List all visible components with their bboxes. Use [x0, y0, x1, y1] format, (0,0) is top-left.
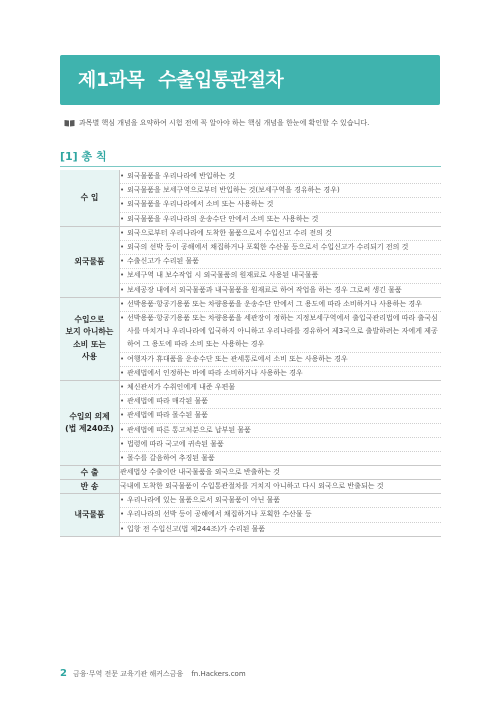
section-heading: [1] 총 칙: [60, 150, 107, 163]
list-item: • 관세법에 따라 몰수된 물품: [120, 409, 441, 423]
book-icon: [64, 119, 75, 127]
definition-cell: [120, 466, 442, 480]
list-item: • 법령에 따라 국고에 귀속된 물품: [120, 438, 441, 452]
intro-text: 과목별 핵심 개념을 요약하여 시험 전에 꼭 알아야 하는 핵심 개념을 한눈에 확인할 수 있습니다.: [79, 119, 370, 127]
concept-table: [60, 170, 441, 537]
term-line: (법 제240조): [65, 424, 114, 434]
definition-cell: [120, 297, 442, 380]
table-row: [60, 381, 441, 466]
term-line: 보지 아니하는: [65, 327, 114, 337]
term-cell: 외국물품: [60, 226, 120, 297]
table-row: [60, 480, 441, 494]
list-item: • 관세법에 따라 매각된 물품: [120, 395, 441, 409]
list-item: • 입항 전 수입신고(법 제244조)가 수리된 물품: [120, 523, 441, 536]
footer-publisher: 금융·무역 전문 교육기관 해커스금융: [72, 669, 184, 678]
term-cell: 내국물품: [60, 494, 120, 537]
page-number: 2: [60, 668, 67, 679]
chapter-title: [78, 55, 283, 105]
chapter-name: 수출입통관절차: [158, 69, 284, 91]
section-divider: [60, 166, 441, 167]
term-cell: [60, 381, 120, 466]
intro: [64, 118, 369, 128]
footer-url: fn.Hackers.com: [191, 669, 246, 678]
term-cell: 반 송: [60, 480, 120, 494]
term-line: 수입의 의제: [69, 411, 110, 421]
page-footer: [60, 668, 246, 679]
table-row: [60, 170, 441, 226]
list-item: • 여행자가 휴대품을 운송수단 또는 관세통로에서 소비 또는 사용하는 경우: [120, 353, 441, 367]
list-item: • 몰수를 갈음하여 추징된 물품: [120, 452, 441, 465]
list-item: • 외국물품을 보세구역으로부터 반입하는 것(보세구역을 경유하는 경우): [120, 184, 441, 198]
list-item: • 보세구역 내 보수작업 시 외국물품의 원재료로 사용된 내국물품: [120, 269, 441, 283]
term-cell: 수 출: [60, 466, 120, 480]
definition-cell: [120, 170, 442, 226]
list-item: • 선박용품·항공기용품 또는 차량용품을 세관장이 정하는 지정보세구역에서 출입국관리법에 따라 출국심사를 마치거나 우리나라에 입국하지 아니하고 우리나라를 경유하여 제3국으로 출발하려는 자에게 제공하여 그 용도에 따라 소비 또는 사용하는 경우: [120, 312, 441, 353]
list-item: • 외국으로부터 우리나라에 도착한 물품으로서 수입신고 수리 전의 것: [120, 227, 441, 241]
definition-text: 관세법상 수출이란 내국물품을 외국으로 반출하는 것: [120, 468, 280, 477]
term-line: 소비 또는: [73, 339, 106, 349]
list-item: • 관세법에 따른 통고처분으로 납부된 물품: [120, 424, 441, 438]
term-line: 수입으로: [74, 314, 105, 324]
list-item: • 외국물품을 우리나라에 반입하는 것: [120, 170, 441, 184]
definition-text: 국내에 도착한 외국물품이 수입통관절차를 거치지 아니하고 다시 외국으로 반출되는 것: [120, 482, 384, 491]
definition-cell: [120, 494, 442, 537]
list-item: • 외국물품을 우리나라에서 소비 또는 사용하는 것: [120, 198, 441, 212]
list-item: • 외국물품을 우리나라의 운송수단 안에서 소비 또는 사용하는 것: [120, 213, 441, 226]
definition-cell: [120, 226, 442, 297]
definition-cell: [120, 381, 442, 466]
chapter-title-bar: [60, 55, 440, 105]
chapter-label: 제1과목: [78, 69, 145, 91]
table-row: [60, 226, 441, 297]
list-item: • 선박용품·항공기용품 또는 차량용품을 운송수단 안에서 그 용도에 따라 소비하거나 사용하는 경우: [120, 298, 441, 312]
list-item: • 외국의 선박 등이 공해에서 채집하거나 포획한 수산물 등으로서 수입신고가 수리되기 전의 것: [120, 241, 441, 255]
table-row: [60, 466, 441, 480]
table-row: [60, 297, 441, 380]
list-item: • 체신관서가 수취인에게 내준 우편물: [120, 381, 441, 395]
list-item: • 우리나라의 선박 등이 공해에서 채집하거나 포획한 수산물 등: [120, 508, 441, 522]
term-cell: [60, 297, 120, 380]
term-line: 사용: [81, 352, 98, 362]
list-item: • 우리나라에 있는 물품으로서 외국물품이 아닌 물품: [120, 494, 441, 508]
definition-cell: [120, 480, 442, 494]
list-item: • 수출신고가 수리된 물품: [120, 255, 441, 269]
term-cell: 수 입: [60, 170, 120, 226]
table-row: [60, 494, 441, 537]
list-item: • 보세공장 내에서 외국물품과 내국물품을 원재료로 하여 작업을 하는 경우 그로써 생긴 물품: [120, 284, 441, 297]
list-item: • 관세법에서 인정하는 바에 따라 소비하거나 사용하는 경우: [120, 367, 441, 380]
